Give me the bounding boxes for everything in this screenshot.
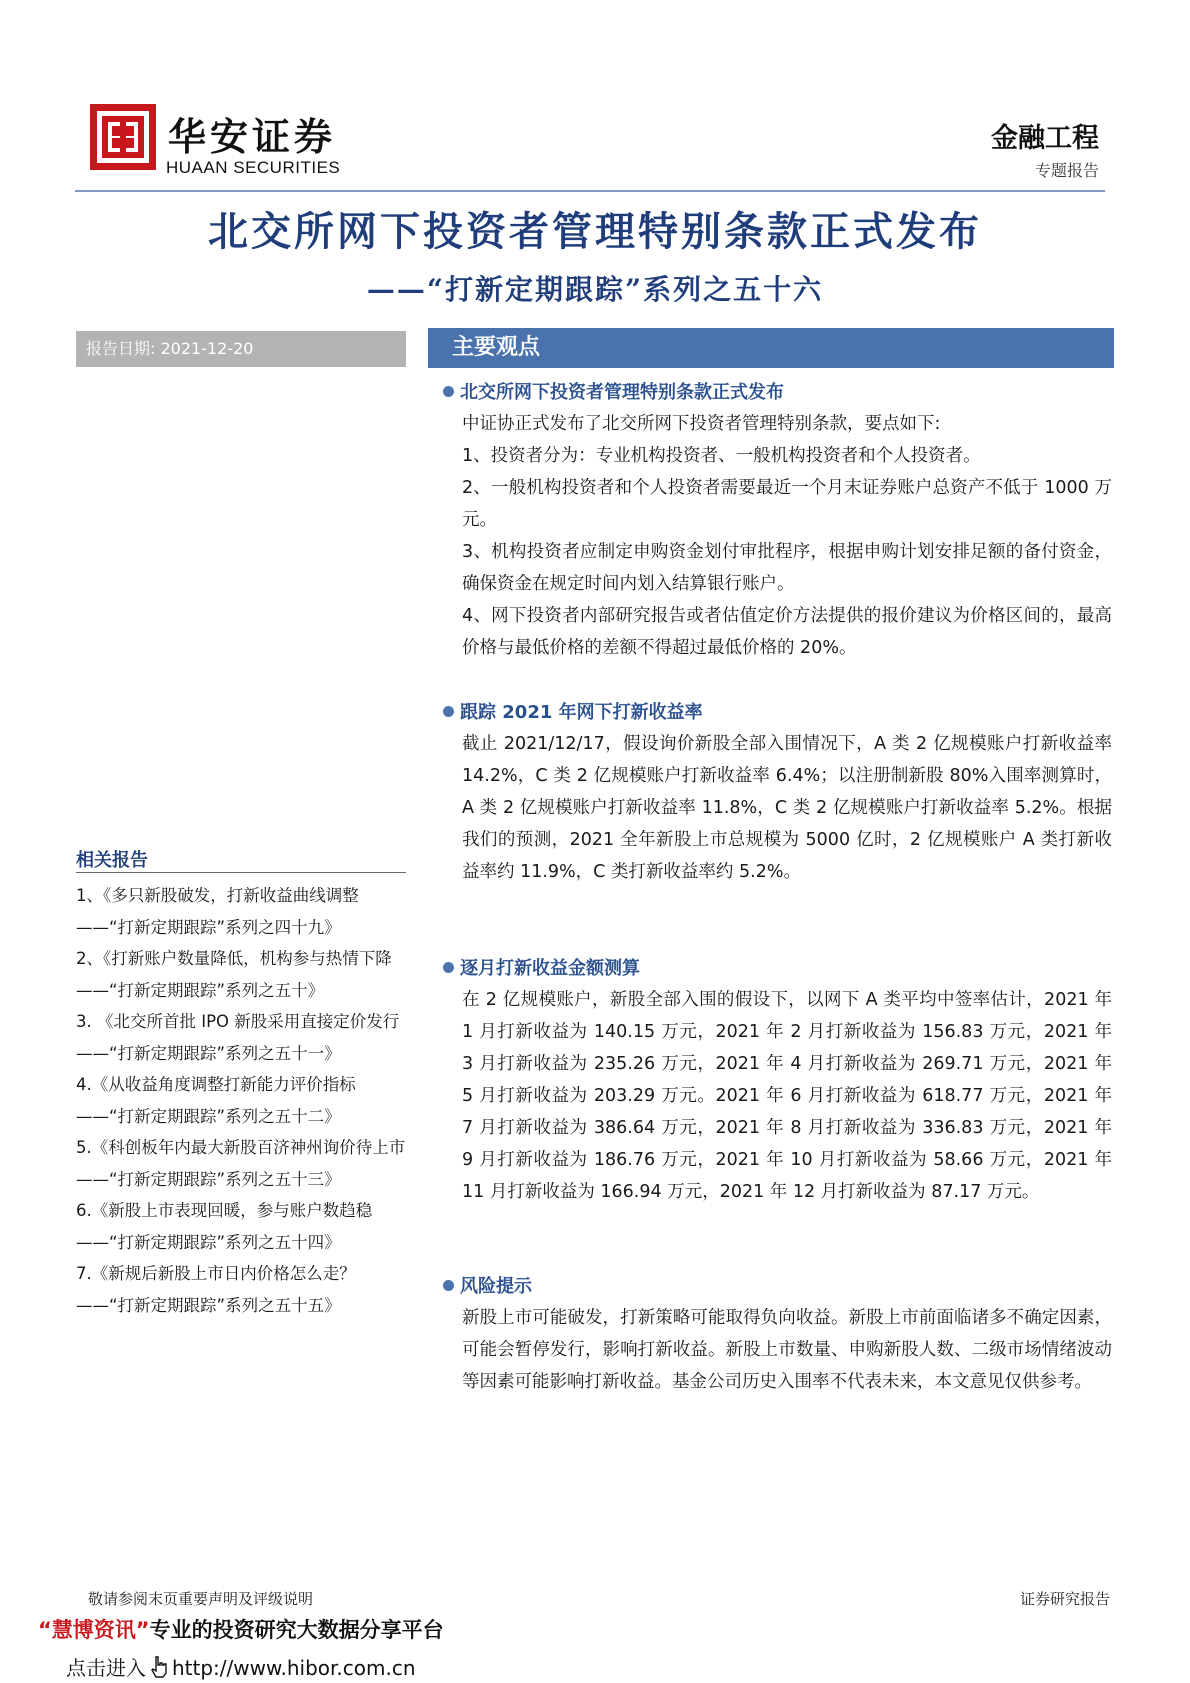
section-body: 在 2 亿规模账户，新股全部入围的假设下，以网下 A 类平均中签率估计，2021 年 1 月打新收益为 140.15 万元，2021 年 2 月打新收益为 156.83 万元，2021 年 3 月打新收益为 235.26 万元，2021 年 4 月打新收益为 269.71 万元，2021 年 5 月打新收益为 203.29 万元。2021 年 6 月打新收益为 618.77 万元，2021 年 7 月打新收益为 386.64 万元，2021 年 8 月打新收益为 336.83 万元，2021 年 9 月打新收益为 186.76 万元，2021 年 10 月打新收益为 58.66 万元，2021 年 11 月打新收益为 166.94 万元，2021 年 12 月打新收益为 87.17 万元。 (462, 990, 1112, 1202)
header-divider (75, 190, 1105, 192)
section-body: 截止 2021/12/17，假设询价新股全部入围情况下，A 类 2 亿规模账户打新收益率 14.2%，C 类 2 亿规模账户打新收益率 6.4%；以注册制新股 80%入围率测算时，A 类 2 亿规模账户打新收益率 11.8%，C 类 2 亿规模账户打新收益率 5.2%。根据我们的预测，2021 全年新股上市总规模为 5000 亿时，2 亿规模账户 A 类打新收益率约 11.9%，C 类打新收益率约 5.2%。 (462, 734, 1112, 882)
section-title: 逐月打新收益金额测算 (443, 954, 640, 980)
bullet-icon (443, 1280, 454, 1291)
section-title: 跟踪 2021 年网下打新收益率 (443, 698, 703, 724)
related-report-item[interactable]: 6.《新股上市表现回暖，参与账户数趋稳——“打新定期跟踪”系列之五十四》 (76, 1201, 373, 1252)
related-report-item[interactable]: 3. 《北交所首批 IPO 新股采用直接定价发行——“打新定期跟踪”系列之五十一》 (76, 1012, 400, 1063)
section-title: 北交所网下投资者管理特别条款正式发布 (443, 378, 784, 404)
related-report-item[interactable]: 2、《打新账户数量降低，机构参与热情下降——“打新定期跟踪”系列之五十》 (76, 949, 392, 1000)
hibor-promo (38, 1614, 444, 1644)
report-date-box (76, 331, 406, 367)
department-label: 金融工程 (991, 123, 1099, 154)
hibor-url[interactable]: http://www.hibor.com.cn (172, 1656, 416, 1680)
section-body: 新股上市可能破发，打新策略可能取得负向收益。新股上市前面临诸多不确定因素，可能会暂停发行，影响打新收益。新股上市数量、申购新股人数、二级市场情绪波动等因素可能影响打新收益。基金公司历史入围率不代表未来，本文意见仅供参考。 (462, 1308, 1112, 1392)
logo-english-name: HUAAN SECURITIES (166, 158, 341, 177)
hibor-link[interactable] (66, 1652, 416, 1681)
disclaimer-note: 敬请参阅末页重要声明及评级说明 (88, 1590, 314, 1608)
related-report-item[interactable]: 5.《科创板年内最大新股百济神州询价待上市——“打新定期跟踪”系列之五十三》 (76, 1138, 406, 1189)
related-report-item[interactable]: 1、《多只新股破发，打新收益曲线调整——“打新定期跟踪”系列之四十九》 (76, 886, 359, 937)
bullet-icon (443, 706, 454, 717)
section-body: 中证协正式发布了北交所网下投资者管理特别条款，要点如下: 1、投资者分为：专业机构投资者、一般机构投资者和个人投资者。 2、一般机构投资者和个人投资者需要最近一个月末证券账户总资产不低于 1000 万元。 3、机构投资者应制定申购资金划付审批程序，根据申购计划安排足额的备付资金，确保资金在规定时间内划入结算银行账户。 4、网下投资者内部研究报告或者估值定价方法提供的报价建议为价格区间的，最高价格与最低价格的差额不得超过最低价格的 20%。 (462, 414, 1112, 658)
bullet-icon (443, 962, 454, 973)
related-reports-title: 相关报告 (76, 850, 148, 871)
report-date-label: 报告日期: (86, 339, 156, 358)
hibor-slogan: 专业的投资研究大数据分享平台 (149, 1618, 444, 1642)
related-report-item[interactable]: 4.《从收益角度调整打新能力评价指标——“打新定期跟踪”系列之五十二》 (76, 1075, 356, 1126)
huaan-logo-icon (90, 104, 156, 170)
bullet-icon (443, 386, 454, 397)
page-subtitle: ——“打新定期跟踪”系列之五十六 (366, 273, 824, 306)
click-label: 点击进入 (66, 1656, 146, 1680)
footer-report-type: 证券研究报告 (1019, 1590, 1110, 1608)
page-title: 北交所网下投资者管理特别条款正式发布 (208, 208, 982, 255)
section-title: 风险提示 (443, 1272, 532, 1298)
report-date-value: 2021-12-20 (160, 339, 254, 358)
pointing-hand-icon (148, 1655, 170, 1679)
logo-chinese-name: 华安证券 (168, 114, 337, 159)
related-report-item[interactable]: 7.《新规后新股上市日内价格怎么走？——“打新定期跟踪”系列之五十五》 (76, 1264, 356, 1315)
report-type-label: 专题报告 (1034, 161, 1099, 180)
related-reports-list (76, 880, 408, 1321)
hibor-brand: “慧博资讯” (38, 1618, 150, 1642)
key-points-heading: 主要观点 (428, 328, 1114, 368)
related-reports-divider (76, 872, 406, 873)
